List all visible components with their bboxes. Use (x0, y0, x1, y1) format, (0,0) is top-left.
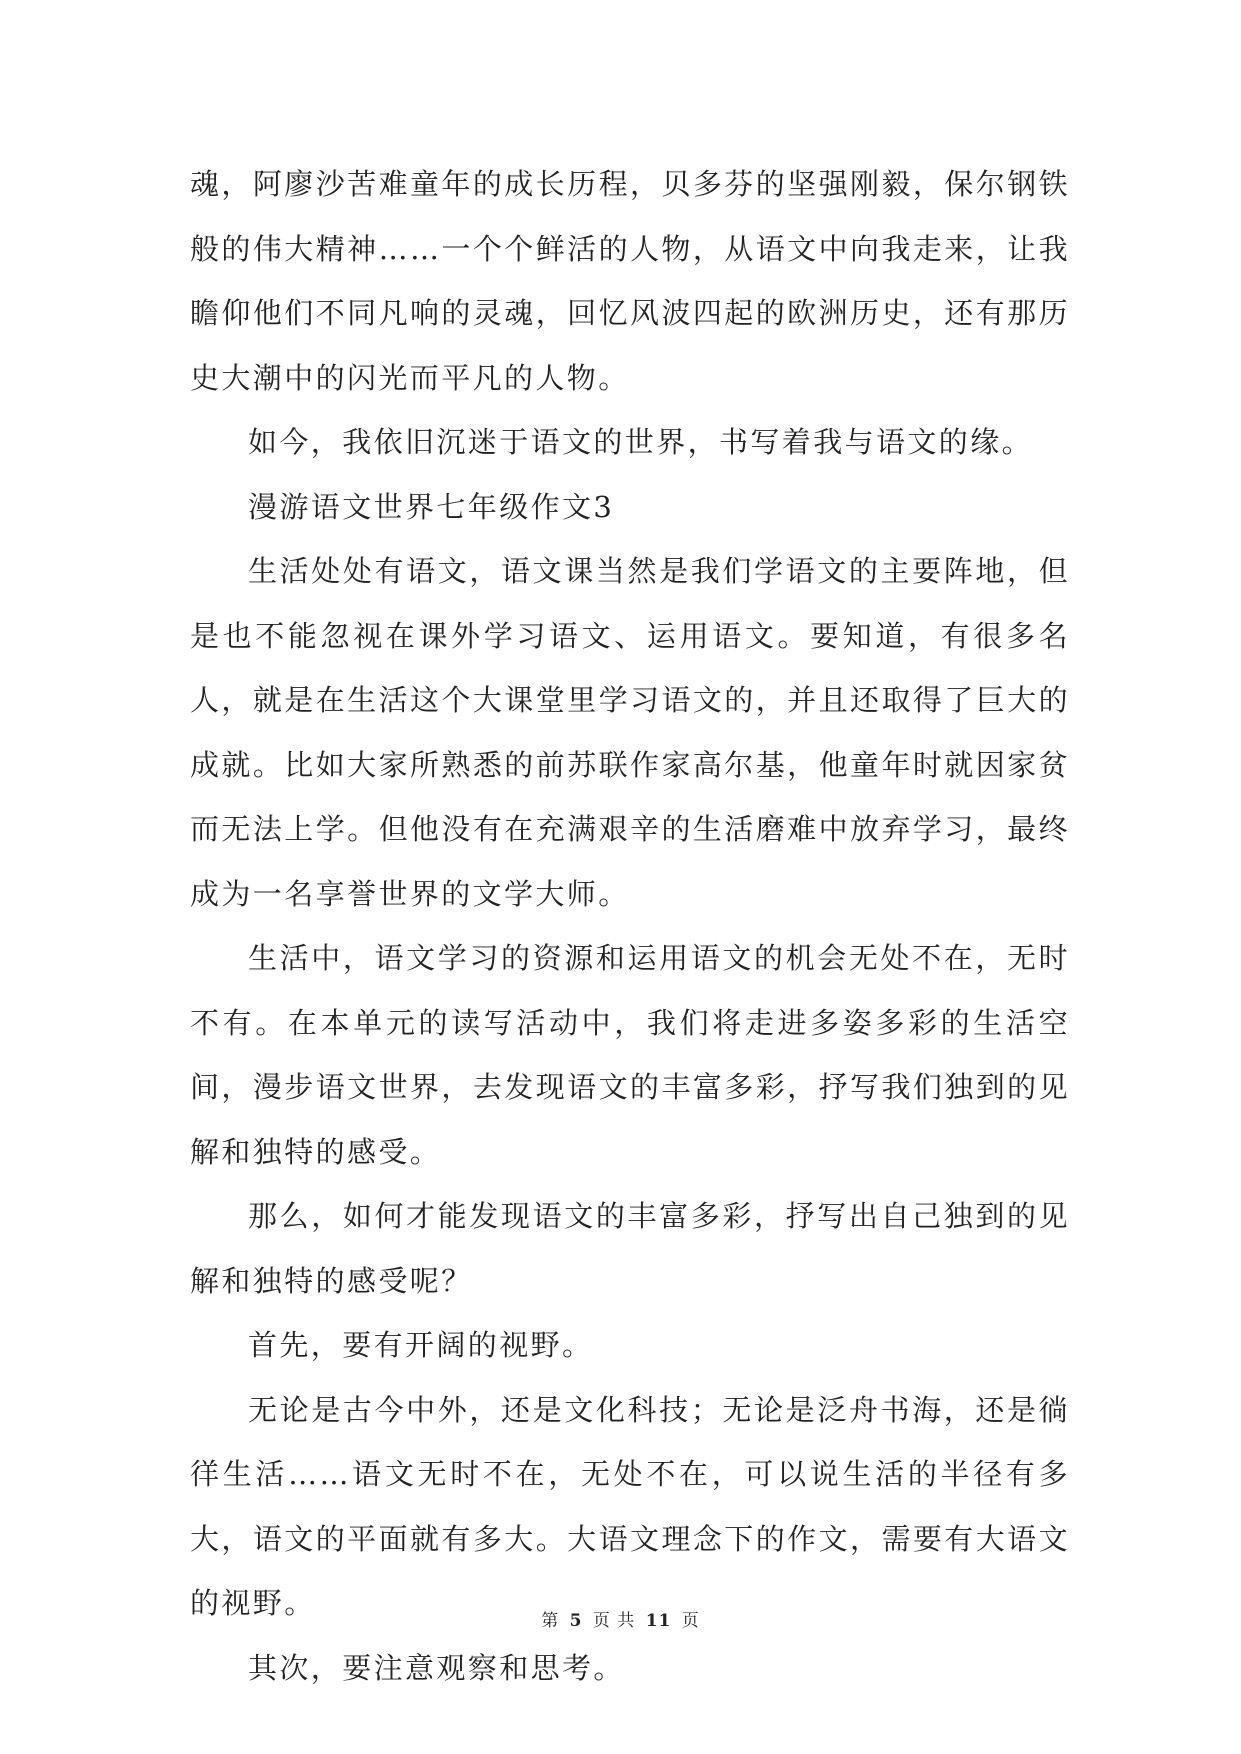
section-heading: 漫游语文世界七年级作文3 (248, 489, 615, 524)
paragraph-4: 生活中，语文学习的资源和运用语文的机会无处不在，无时不有。在本单元的读写活动中，我们将走进多姿多彩的生活空间，漫步语文世界，去发现语文的丰富多彩，抒写我们独到的见解和独特的感受。 (190, 941, 1070, 1169)
total-pages-number: 11 (645, 1611, 672, 1631)
paragraph-2: 如今，我依旧沉迷于语文的世界，书写着我与语文的缘。 (248, 425, 1034, 459)
footer-middle: 页 共 (592, 1611, 636, 1631)
paragraph-3: 生活处处有语文，语文课当然是我们学语文的主要阵地，但是也不能忽视在课外学习语文、运用语文。要知道，有很多名人，就是在生活这个大课堂里学习语文的，并且还取得了巨大的成就。比如大家所熟悉的前苏联作家高尔基，他童年时就因家贫而无法上学。但他没有在充满艰辛的生活磨难中放弃学习，最终成为一名享誉世界的文学大师。 (190, 554, 1070, 911)
footer-suffix: 页 (681, 1611, 700, 1631)
footer-prefix: 第 (541, 1611, 560, 1631)
paragraph-1: 魂，阿廖沙苦难童年的成长历程，贝多芬的坚强刚毅，保尔钢铁般的伟大精神……一个个鲜活的人物，从语文中向我走来，让我瞻仰他们不同凡响的灵魂，回忆风波四起的欧洲历史，还有那历史大潮中的闪光而平凡的人物。 (190, 167, 1070, 395)
paragraph-6: 首先，要有开阔的视野。 (248, 1328, 594, 1362)
paragraph-5: 那么，如何才能发现语文的丰富多彩，抒写出自己独到的见解和独特的感受呢？ (190, 1199, 1070, 1298)
paragraph-7: 无论是古今中外，还是文化科技；无论是泛舟书海，还是徜徉生活……语文无时不在，无处不在，可以说生活的半径有多大，语文的平面就有多大。大语文理念下的作文，需要有大语文的视野。 (190, 1392, 1070, 1620)
paragraph-8: 其次，要注意观察和思考。 (248, 1650, 625, 1685)
current-page-number: 5 (569, 1611, 583, 1631)
page-footer (0, 1606, 1241, 1631)
document-body (190, 152, 1070, 1700)
